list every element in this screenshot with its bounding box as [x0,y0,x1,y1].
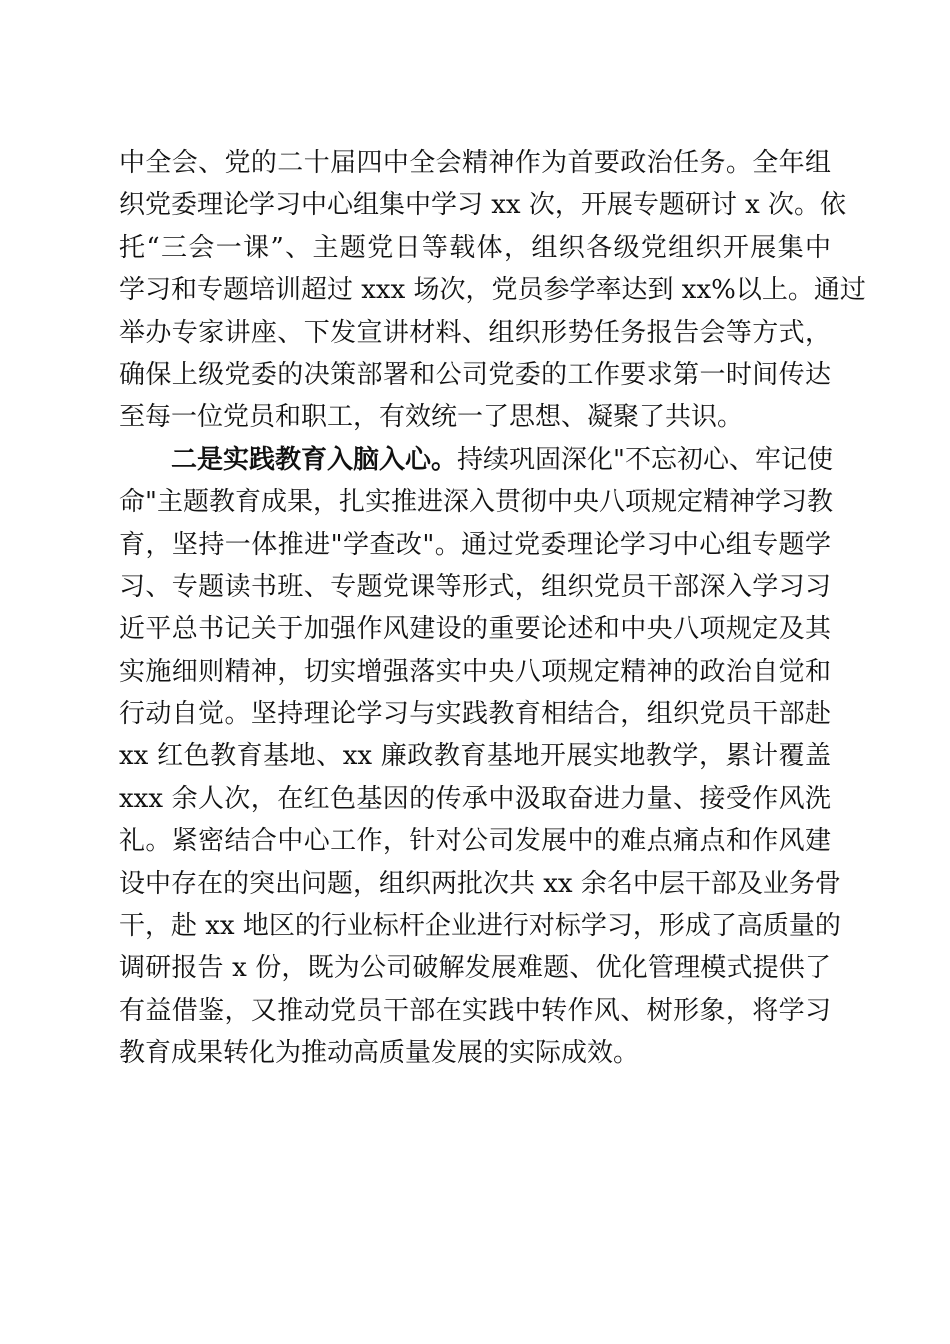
paragraph-1-line-2: 织党委理论学习中心组集中学习 xx 次，开展专题研讨 x 次。依 [119,190,847,221]
paragraph-2 [119,439,841,1075]
paragraph-2-line-12: 干，赴 xx 地区的行业标杆企业进行对标学习，形成了高质量的 [119,911,841,942]
paragraph-2-line-2: 命"主题教育成果，扎实推进深入贯彻中央八项规定精神学习教 [119,487,833,518]
paragraph-2-line-15: 教育成果转化为推动高质量发展的实际成效。 [119,1038,640,1069]
paragraph-2-line-8: xx 红色教育基地、xx 廉政教育基地开展实地教学，累计覆盖 [119,741,831,772]
paragraph-2-line-3: 育，坚持一体推进"学查改"。通过党委理论学习中心组专题学 [119,529,831,560]
paragraph-2-line-13: 调研报告 x 份，既为公司破解发展难题、优化管理模式提供了 [119,953,831,984]
paragraph-2-line-5: 近平总书记关于加强作风建设的重要论述和中央八项规定及其 [119,614,831,645]
paragraph-2-line-1-text: 持续巩固深化"不忘初心、牢记使 [457,444,833,475]
paragraph-2-line-6: 实施细则精神，切实增强落实中央八项规定精神的政治自觉和 [119,656,831,687]
paragraph-1-line-5: 举办专家讲座、下发宣讲材料、组织形势任务报告会等方式， [119,317,831,348]
paragraph-2-line-9: xxx 余人次，在红色基因的传承中汲取奋进力量、接受作风洗 [119,783,831,814]
paragraph-2-line-10: 礼。紧密结合中心工作，针对公司发展中的难点痛点和作风建 [119,826,831,857]
paragraph-2-line-7: 行动自觉。坚持理论学习与实践教育相结合，组织党员干部赴 [119,699,831,730]
paragraph-2-line-14: 有益借鉴，又推动党员干部在实践中转作风、树形象，将学习 [119,995,831,1026]
paragraph-1 [119,142,866,439]
paragraph-1-line-4: 学习和专题培训超过 xxx 场次，党员参学率达到 xx%以上。通过 [119,275,866,306]
paragraph-1-line-7: 至每一位党员和职工，有效统一了思想、凝聚了共识。 [119,402,744,433]
paragraph-2-heading: 二是实践教育入脑入心。 [171,444,458,475]
paragraph-2-line-1 [119,439,831,481]
paragraph-2-line-4: 习、专题读书班、专题党课等形式，组织党员干部深入学习习 [119,571,831,602]
paragraph-1-line-3: 托“三会一课”、主题党日等载体，组织各级党组织开展集中 [119,232,831,263]
paragraph-2-line-11: 设中存在的突出问题，组织两批次共 xx 余名中层干部及业务骨 [119,868,841,899]
body-text [119,142,866,1075]
paragraph-1-line-1: 中全会、党的二十届四中全会精神作为首要政治任务。全年组 [119,148,831,178]
paragraph-1-line-6: 确保上级党委的决策部署和公司党委的工作要求第一时间传达 [119,359,831,390]
